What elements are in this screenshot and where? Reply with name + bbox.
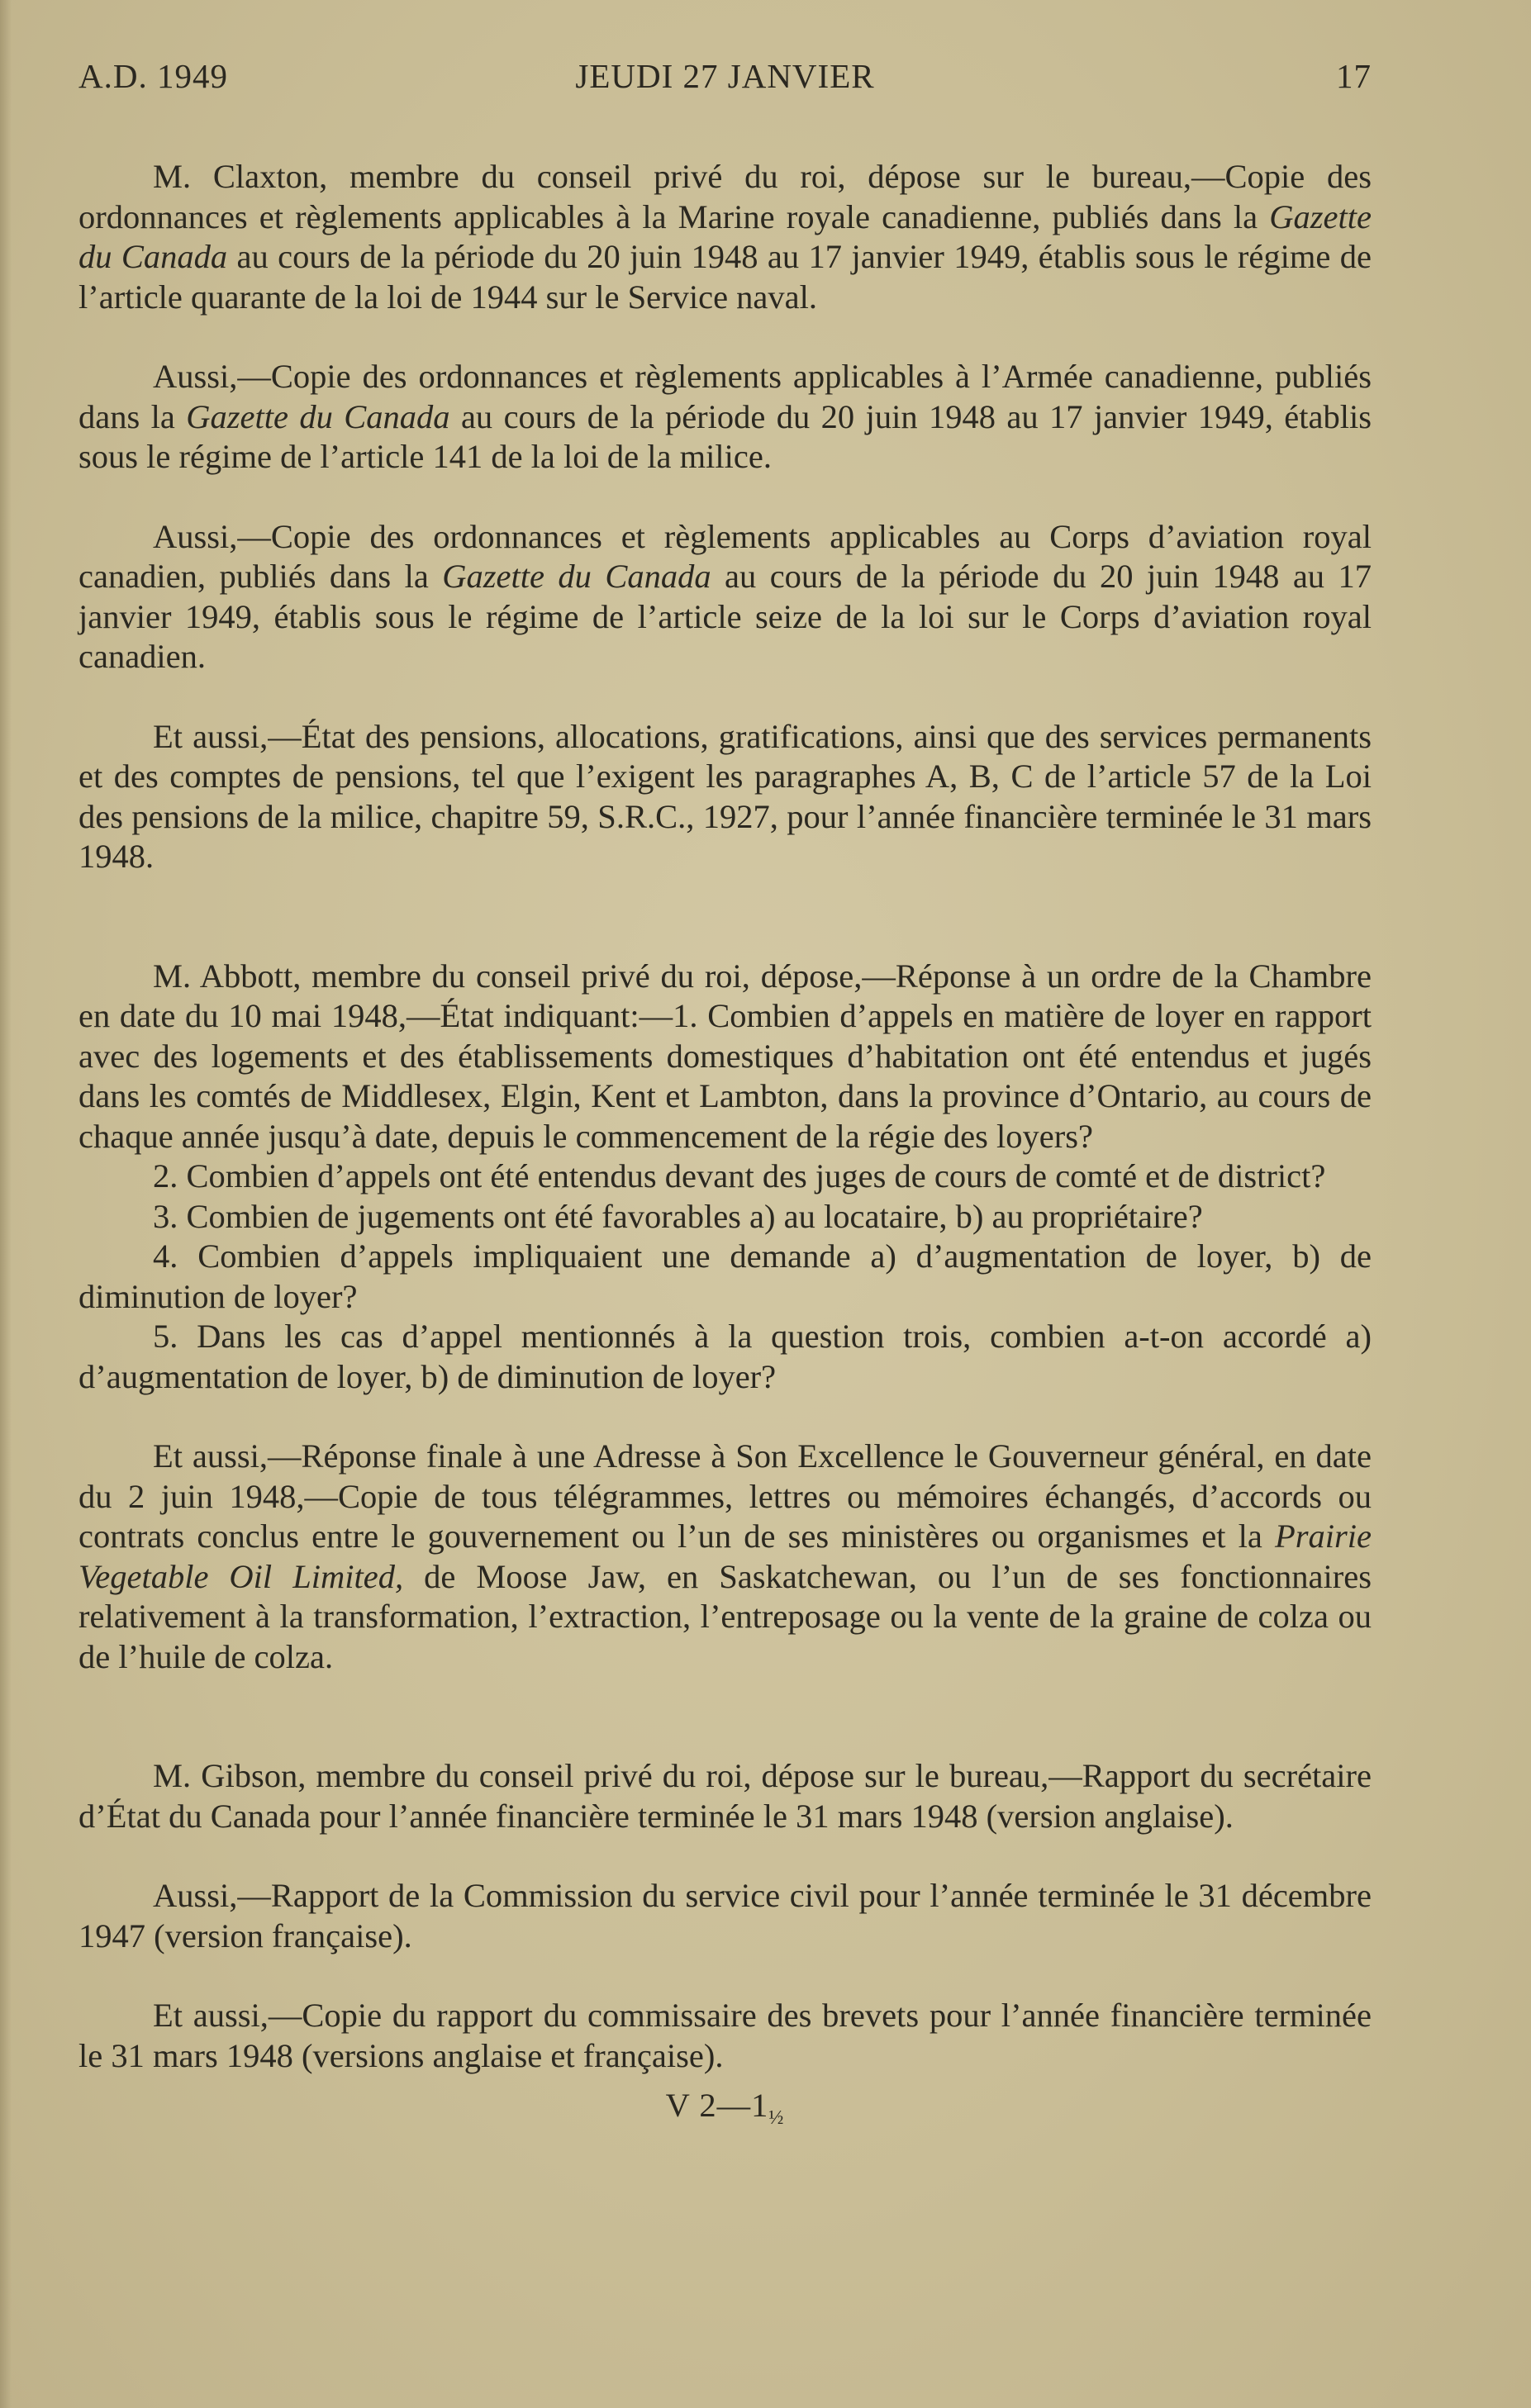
page-number: 17 — [1336, 57, 1372, 95]
paragraph-brevets: Et aussi,—Copie du rapport du commissaire des brevets pour l’année financière terminée le 31 mars 1948 (versions anglaise et française). — [78, 1997, 1372, 2074]
header-date: JEUDI 27 JANVIER — [575, 57, 875, 95]
running-header — [78, 56, 1372, 106]
header-year: A.D. 1949 — [78, 57, 228, 95]
document-body — [78, 157, 1372, 2139]
question-4: 4. Combien d’appels impliquaient une demande a) d’augmentation de loyer, b) de diminution de loyer? — [78, 1237, 1372, 1315]
question-2: 2. Combien d’appels ont été entendus devant des juges de cours de comté et de district? — [153, 1157, 1326, 1195]
paragraph-abbott: M. Abbott, membre du conseil privé du roi, dépose,—Réponse à un ordre de la Chambre en date du 10 mai 1948,—État indiquant:—1. Combien d’appels en matière de loyer en rapport avec des logements et des établissements domestiques d’habitation ont été entendus et jugés dans les comtés de Middlesex, Elgin, Kent et Lambton, dans la province d’Ontario, au cours de chaque année jusqu’à date, depuis le commencement de la régie des loyers? — [78, 957, 1372, 1155]
question-5: 5. Dans les cas d’appel mentionnés à la question trois, combien a-t-on accordé a) d’augmentation de loyer, b) de diminution de loyer? — [78, 1318, 1372, 1395]
paragraph-gibson: M. Gibson, membre du conseil privé du roi, dépose sur le bureau,—Rapport du secrétaire d’État du Canada pour l’année financière terminée le 31 mars 1948 (version anglaise). — [78, 1757, 1372, 1835]
signature-mark: V $2—1_{\frac{1}{2}}$ — [665, 2087, 785, 2130]
page-spine-shadow — [0, 0, 12, 2408]
paragraph-pensions: Et aussi,—État des pensions, allocations, gratifications, ainsi que des services permanents et des comptes de pensions, tel que l’exigent les paragraphes A, B, C de l’article 57 de la Loi des pensions de la milice, chapitre 59, S.R.C., 1927, pour l’année financière terminée le 31 mars 1948. — [78, 717, 1372, 875]
paragraph-colza: Et aussi,—Réponse finale à une Adresse à Son Excellence le Gouverneur général, en date du 2 juin 1948,—Copie de tous télégrammes, lettres ou mémoires échangés, d’accords ou contrats conclus entre le gouvernement ou l’un de ses ministères ou organismes et la Prairie Vegetable Oil Limited, de Moose Jaw, en Saskatchewan, ou l’un de ses fonctionnaires relativement à la transformation, l’extraction, l’entreposage ou la vente de la graine de colza ou de l’huile de colza. — [78, 1437, 1372, 1675]
paragraph-armee: Aussi,—Copie des ordonnances et règlements applicables à l’Armée canadienne, publiés dans la Gazette du Canada au cours de la période du 20 juin 1948 au 17 janvier 1949, établis sous le régime de l’article 141 de la loi de la milice. — [78, 358, 1372, 475]
paragraph-service-civil: Aussi,—Rapport de la Commission du service civil pour l’année terminée le 31 décembre 1947 (version française). — [78, 1877, 1372, 1954]
paragraph-claxton: M. Claxton, membre du conseil privé du roi, dépose sur le bureau,—Copie des ordonnances et règlements applicables à la Marine royale canadienne, publiés dans la Gazette du Canada au cours de la période du 20 juin 1948 au 17 janvier 1949, établis sous le régime de l’article quarante de la loi de 1944 sur le Service naval. — [78, 158, 1372, 316]
question-3: 3. Combien de jugements ont été favorables a) au locataire, b) au propriétaire? — [153, 1197, 1203, 1235]
paragraph-aviation: Aussi,—Copie des ordonnances et règlements applicables au Corps d’aviation royal canadien, publiés dans la Gazette du Canada au cours de la période du 20 juin 1948 au 17 janvier 1949, établis sous le régime de l’article seize de la loi sur le Corps d’aviation royal canadien. — [78, 517, 1372, 675]
